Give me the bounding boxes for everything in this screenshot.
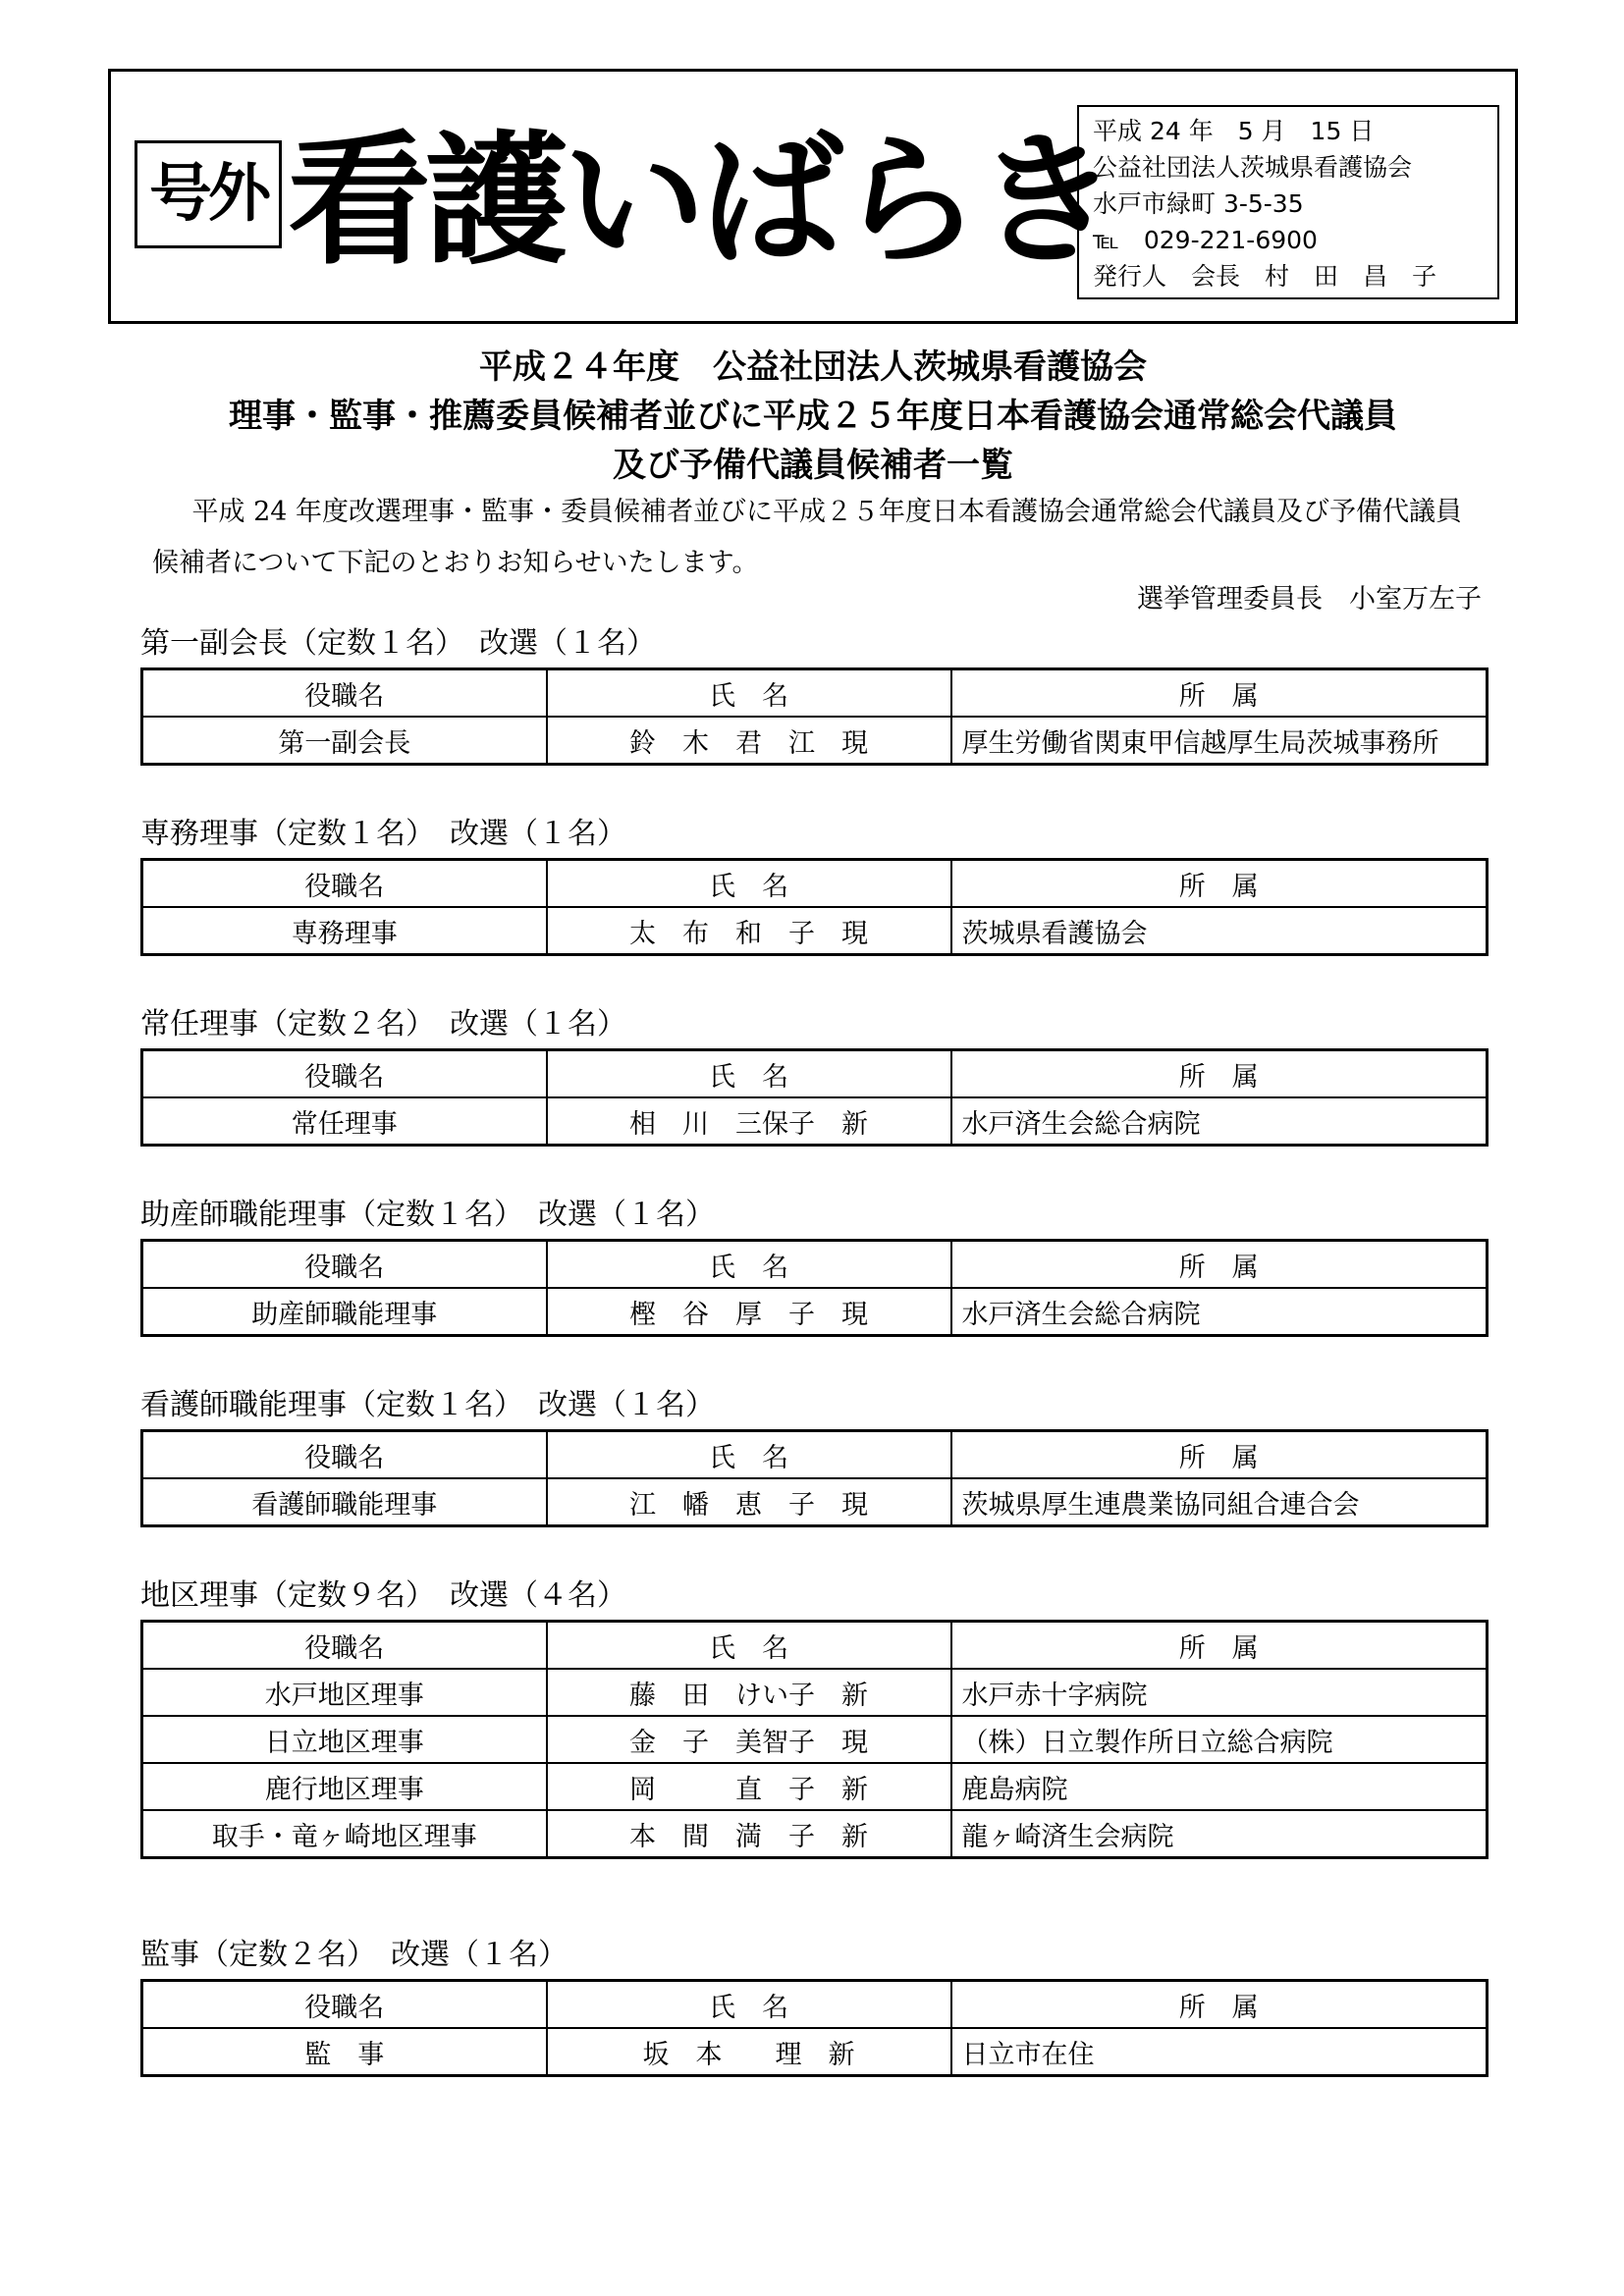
table-header-row — [142, 1622, 1488, 1670]
affiliation-cell: 日立市在住 — [951, 2028, 1488, 2076]
newsletter-title: 看護いばらき — [288, 118, 1112, 285]
table-row — [142, 1097, 1488, 1146]
table-row — [142, 1716, 1488, 1763]
document-title-line-1: 平成２４年度 公益社団法人茨城県看護協会 — [479, 347, 1147, 387]
position-cell: 日立地区理事 — [142, 1716, 547, 1763]
column-header-name: 氏 名 — [547, 1050, 951, 1098]
position-cell: 常任理事 — [142, 1097, 547, 1146]
position-cell: 監 事 — [142, 2028, 547, 2076]
table-row — [142, 717, 1488, 765]
name-cell: 本 間 満 子 新 — [547, 1810, 951, 1858]
section — [140, 1936, 1486, 2077]
table-header-row — [142, 669, 1488, 718]
candidate-table — [140, 1239, 1489, 1337]
candidate-table — [140, 858, 1489, 956]
table-header-row — [142, 860, 1488, 908]
publisher-issuer: 発行人 会長 村 田 昌 子 — [1093, 262, 1437, 291]
intro-paragraph: 平成 24 年度改選理事・監事・委員候補者並びに平成２５年度日本看護協会通常総会代議員及び予備代議員候補者について下記のとおりお知らせいたします。 — [152, 497, 1463, 578]
publish-date: 平成 24 年 5 月 15 日 — [1093, 117, 1375, 145]
column-header-affiliation: 所 属 — [951, 1241, 1488, 1289]
publisher-address: 水戸市緑町 3-5-35 — [1093, 189, 1304, 218]
position-cell: 専務理事 — [142, 907, 547, 955]
section-heading: 監事（定数２名） 改選（１名） — [140, 1938, 568, 1972]
candidate-table — [140, 1620, 1489, 1859]
section — [140, 1005, 1486, 1147]
column-header-affiliation: 所 属 — [951, 1981, 1488, 2029]
table-row — [142, 2028, 1488, 2076]
candidate-table — [140, 1979, 1489, 2077]
document-title-line-3: 及び予備代議員候補者一覧 — [613, 446, 1013, 485]
name-cell: 岡 直 子 新 — [547, 1763, 951, 1810]
position-cell: 看護師職能理事 — [142, 1478, 547, 1526]
column-header-affiliation: 所 属 — [951, 1431, 1488, 1479]
name-cell: 相 川 三保子 新 — [547, 1097, 951, 1146]
table-row — [142, 1763, 1488, 1810]
column-header-position: 役職名 — [142, 1241, 547, 1289]
position-cell: 第一副会長 — [142, 717, 547, 765]
table-row — [142, 1669, 1488, 1716]
name-cell: 樫 谷 厚 子 現 — [547, 1288, 951, 1336]
table-row — [142, 1810, 1488, 1858]
column-header-affiliation: 所 属 — [951, 860, 1488, 908]
section-heading: 第一副会長（定数１名） 改選（１名） — [140, 626, 656, 661]
publisher-phone: ℡ 029-221-6900 — [1093, 226, 1318, 254]
name-cell: 江 幡 恵 子 現 — [547, 1478, 951, 1526]
extra-edition-label: 号外 — [135, 140, 282, 248]
affiliation-cell: 茨城県厚生連農業協同組合連合会 — [951, 1478, 1488, 1526]
document-title-line-2: 理事・監事・推薦委員候補者並びに平成２５年度日本看護協会通常総会代議員 — [229, 397, 1397, 436]
position-cell: 取手・竜ヶ崎地区理事 — [142, 1810, 547, 1858]
table-header-row — [142, 1981, 1488, 2029]
section — [140, 815, 1486, 956]
column-header-position: 役職名 — [142, 669, 547, 718]
name-cell: 藤 田 けい子 新 — [547, 1669, 951, 1716]
affiliation-cell: 水戸済生会総合病院 — [951, 1288, 1488, 1336]
name-cell: 金 子 美智子 現 — [547, 1716, 951, 1763]
column-header-name: 氏 名 — [547, 1622, 951, 1670]
column-header-position: 役職名 — [142, 1622, 547, 1670]
column-header-name: 氏 名 — [547, 1241, 951, 1289]
publisher-org: 公益社団法人茨城県看護協会 — [1093, 153, 1413, 182]
affiliation-cell: 鹿島病院 — [951, 1763, 1488, 1810]
candidate-table — [140, 1429, 1489, 1527]
column-header-name: 氏 名 — [547, 1981, 951, 2029]
name-cell: 鈴 木 君 江 現 — [547, 717, 951, 765]
candidate-table — [140, 667, 1489, 766]
signature: 選挙管理委員長 小室万左子 — [1137, 584, 1482, 614]
section-heading: 助産師職能理事（定数１名） 改選（１名） — [140, 1198, 715, 1232]
candidate-table — [140, 1048, 1489, 1147]
affiliation-cell: 茨城県看護協会 — [951, 907, 1488, 955]
column-header-position: 役職名 — [142, 1431, 547, 1479]
affiliation-cell: 龍ヶ崎済生会病院 — [951, 1810, 1488, 1858]
column-header-affiliation: 所 属 — [951, 669, 1488, 718]
column-header-position: 役職名 — [142, 860, 547, 908]
section-heading: 専務理事（定数１名） 改選（１名） — [140, 817, 626, 851]
table-header-row — [142, 1241, 1488, 1289]
masthead — [108, 69, 1518, 324]
name-cell: 太 布 和 子 現 — [547, 907, 951, 955]
column-header-affiliation: 所 属 — [951, 1050, 1488, 1098]
table-row — [142, 907, 1488, 955]
column-header-name: 氏 名 — [547, 1431, 951, 1479]
column-header-affiliation: 所 属 — [951, 1622, 1488, 1670]
column-header-position: 役職名 — [142, 1981, 547, 2029]
column-header-position: 役職名 — [142, 1050, 547, 1098]
position-cell: 鹿行地区理事 — [142, 1763, 547, 1810]
table-header-row — [142, 1050, 1488, 1098]
affiliation-cell: 水戸赤十字病院 — [951, 1669, 1488, 1716]
position-cell: 助産師職能理事 — [142, 1288, 547, 1336]
affiliation-cell: 厚生労働省関東甲信越厚生局茨城事務所 — [951, 717, 1488, 765]
section — [140, 1576, 1486, 1859]
section — [140, 624, 1486, 766]
affiliation-cell: 水戸済生会総合病院 — [951, 1097, 1488, 1146]
section-heading: 常任理事（定数２名） 改選（１名） — [140, 1007, 626, 1041]
affiliation-cell: （株）日立製作所日立総合病院 — [951, 1716, 1488, 1763]
name-cell: 坂 本 理 新 — [547, 2028, 951, 2076]
column-header-name: 氏 名 — [547, 669, 951, 718]
table-row — [142, 1478, 1488, 1526]
table-row — [142, 1288, 1488, 1336]
section-heading: 看護師職能理事（定数１名） 改選（１名） — [140, 1388, 715, 1422]
section — [140, 1196, 1486, 1337]
publisher-info-box — [1077, 105, 1499, 299]
table-header-row — [142, 1431, 1488, 1479]
position-cell: 水戸地区理事 — [142, 1669, 547, 1716]
section-heading: 地区理事（定数９名） 改選（４名） — [140, 1578, 626, 1613]
column-header-name: 氏 名 — [547, 860, 951, 908]
section — [140, 1386, 1486, 1527]
